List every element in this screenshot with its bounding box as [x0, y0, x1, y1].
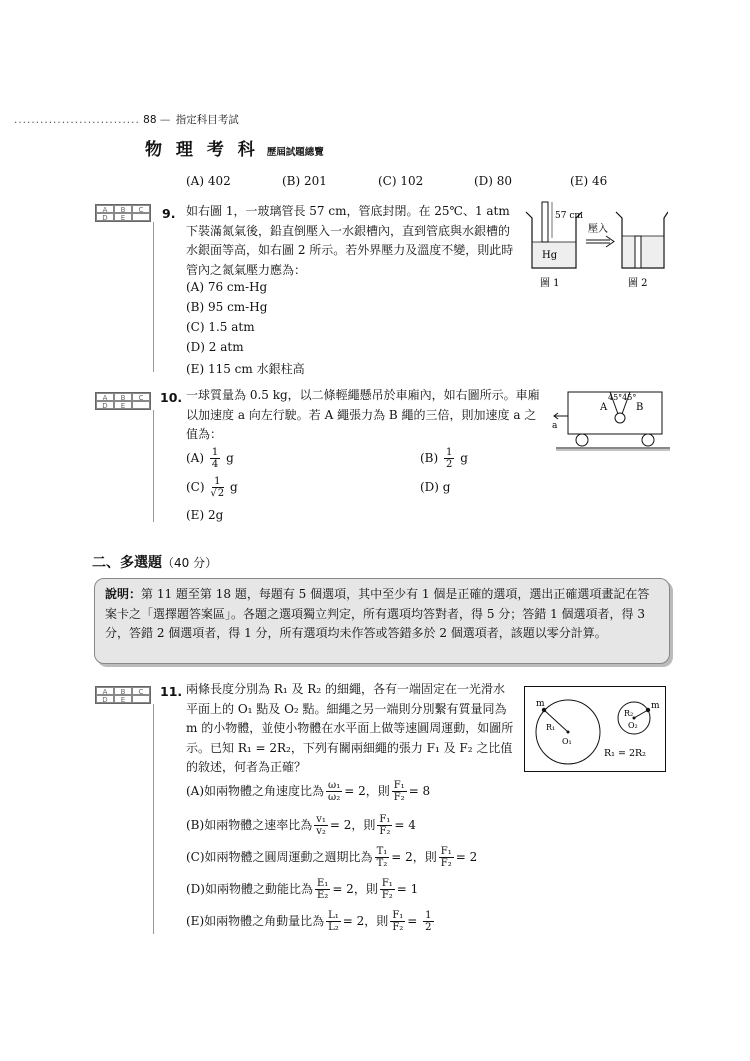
question-text: 兩條長度分別為 R₁ 及 R₂ 的細繩，各有一端固定在一光滑水平面上的 O₁ 點及 O₂ 點。細繩之另一端則分別繫有質量同為 m 的小物體，並使小物體在水平面上做等速圓周運動，如圖所示。已知 R₁ = 2R₂，下列有關兩細繩的張力 F₁ 及 F₂ 之比值的敘述，何者為正確？	[186, 682, 514, 774]
rope-a-label: A	[600, 402, 608, 413]
mercury-label: Hg	[542, 250, 558, 261]
grid-cell: B	[114, 687, 132, 695]
grid-cell: C	[132, 687, 150, 695]
fig2-caption: 圖 2	[628, 278, 648, 289]
instruction-text: 說明：第 11 題至第 18 題，每題有 5 個選項，其中至少有 1 個是正確的選項，選出正確選項畫記在答案卡之「選擇題答案區」。各題之選項獨立判定，所有選項均答對者，得 5 分；答錯 1 個選項者，得 3 分，答錯 2 個選項者，得 1 分，所有選項均未作答或答錯多於 2 個選項者，該題以零分計算。	[105, 587, 650, 640]
choice-a: (A) $\frac{1}{4}$ g	[186, 447, 234, 470]
choice-e: (E)如兩物體之角動量比為 $\frac{\text{L₁}}{\text{L₂}}$ = 2，則 $\frac{\text{F₁}}{\text{F₂}}$ = $\frac{1}{2}$	[186, 910, 432, 933]
choice-a: (A) 76 cm-Hg	[186, 280, 268, 294]
margin-rule	[153, 222, 154, 372]
choice-d: (D) 2 atm	[186, 340, 244, 354]
page-header: ............................. 88 — 指定科目考試	[14, 114, 239, 126]
page-number: 88	[143, 114, 157, 126]
book-title	[145, 135, 324, 160]
choice-c: (C)如兩物體之圓周運動之週期比為 $\frac{\text{T₁}}{\text{T₂}}$ = 2，則 $\frac{\text{F₁}}{\text{F₂}}$ = 2	[186, 846, 478, 869]
angles-label: 45°45°	[608, 393, 637, 402]
section-title: 二、多選題（40 分）	[92, 555, 218, 571]
choice-a: (A)如兩物體之角速度比為 $\frac{\text{ω₁}}{\text{ω₂}}$ = 2，則 $\frac{\text{F₁}}{\text{F₂}}$ = 8	[186, 780, 431, 803]
press-label: 壓入	[588, 224, 608, 235]
prev-option: (D) 80	[474, 174, 513, 188]
margin-rule	[153, 410, 154, 522]
grid-cell	[132, 695, 150, 703]
o2-label: O₂	[628, 721, 638, 730]
prev-option: (C) 102	[378, 174, 424, 188]
tube-length-label: 57 cm	[555, 211, 583, 221]
prev-option: (E) 46	[570, 174, 608, 188]
rope-b-label: B	[636, 402, 644, 413]
fig1-caption: 圖 1	[540, 278, 560, 289]
grid-cell: E	[114, 695, 132, 703]
choice-b: (B) 95 cm-Hg	[186, 300, 268, 314]
grid-cell: B	[114, 205, 132, 213]
tube-figure	[518, 198, 668, 290]
instruction-box	[94, 578, 670, 664]
r2-label: R₂	[624, 709, 634, 718]
o1-label: O₁	[562, 737, 572, 746]
answer-grid	[95, 392, 151, 410]
accel-label: a	[552, 421, 558, 431]
question-text: 一球質量為 0.5 kg，以二條輕繩懸吊於車廂內，如右圖所示。車廂以加速度 a 向左行駛。若 A 繩張力為 B 繩的三倍，則加速度 a 之值為：	[186, 388, 540, 441]
grid-cell: E	[114, 401, 132, 409]
grid-cell	[132, 213, 150, 221]
relation-label: R₁ = 2R₂	[604, 748, 646, 759]
fraction: $\frac{1}{2}$	[446, 447, 453, 470]
grid-cell: C	[132, 393, 150, 401]
fraction: $\frac{1}{4}$	[211, 447, 219, 470]
question-number: 11.	[160, 684, 183, 699]
choice-e: (E) 115 cm 水銀柱高	[186, 362, 305, 376]
fraction: $\frac{1}{√2}$	[210, 476, 225, 499]
grid-cell: B	[114, 393, 132, 401]
margin-rule	[153, 704, 154, 934]
answer-grid	[95, 686, 151, 704]
answer-grid	[95, 204, 151, 222]
grid-cell: D	[96, 401, 114, 409]
circular-motion-figure	[524, 686, 666, 772]
exam-name: 指定科目考試	[175, 114, 239, 126]
choice-d: (D) g	[420, 480, 451, 494]
cart-figure	[552, 386, 670, 458]
book-title-main: 物 理 考 科	[145, 140, 259, 160]
grid-cell: C	[132, 205, 150, 213]
mass-label: m	[536, 699, 545, 709]
choice-b: (B) $\frac{1}{2}$ g	[420, 447, 468, 470]
grid-cell: A	[96, 205, 114, 213]
grid-cell: D	[96, 213, 114, 221]
choice-e: (E) 2g	[186, 508, 224, 522]
grid-cell: A	[96, 393, 114, 401]
prev-option: (A) 402	[186, 174, 231, 188]
grid-cell: D	[96, 695, 114, 703]
r1-label: R₁	[546, 723, 556, 732]
question-text: 如右圖 1，一玻璃管長 57 cm，管底封閉。在 25℃、1 atm 下裝滿氮氣後，鉛直倒壓入一水銀槽內，直到管底與水銀槽的水銀面等高，如右圖 2 所示。若外界壓力及溫度不變，則此時管內之氮氣壓力應為：	[186, 204, 514, 277]
mass-label: m	[651, 701, 660, 711]
grid-cell: E	[114, 213, 132, 221]
choice-c: (C) 1.5 atm	[186, 320, 255, 334]
choice-d: (D)如兩物體之動能比為 $\frac{\text{E₁}}{\text{E₂}}$ = 2，則 $\frac{\text{F₁}}{\text{F₂}}$ = 1	[186, 878, 419, 901]
question-number: 9.	[162, 206, 176, 221]
question-number: 10.	[160, 390, 183, 405]
choice-c: (C) $\frac{1}{√2}$ g	[186, 476, 238, 499]
grid-cell: A	[96, 687, 114, 695]
choice-b: (B)如兩物體之速率比為 $\frac{\text{v₁}}{\text{v₂}}$ = 2，則 $\frac{\text{F₁}}{\text{F₂}}$ = 4	[186, 814, 416, 837]
grid-cell	[132, 401, 150, 409]
book-subtitle: 歷屆試題總覽	[266, 147, 324, 158]
prev-option: (B) 201	[282, 174, 327, 188]
